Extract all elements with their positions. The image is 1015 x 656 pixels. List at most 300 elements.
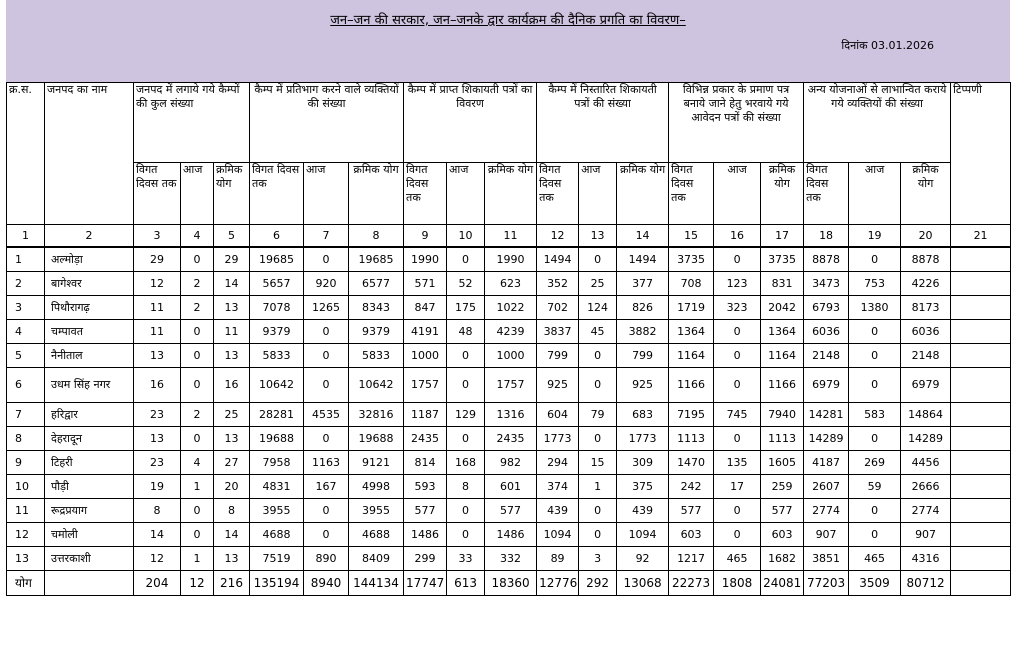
sub-today: आज: [579, 163, 617, 225]
value-cell: 52: [447, 271, 485, 295]
remarks-cell: [951, 402, 1011, 426]
value-cell: 32816: [349, 402, 404, 426]
value-cell: 7958: [250, 450, 304, 474]
header-participants: कैम्प में प्रतिभाग करने वाले व्यक्तियों की संख्या: [250, 83, 404, 163]
value-cell: 683: [617, 402, 669, 426]
remarks-cell: [951, 450, 1011, 474]
value-cell: 2774: [901, 498, 951, 522]
value-cell: 13: [134, 426, 181, 450]
value-cell: 603: [761, 522, 804, 546]
value-cell: 7940: [761, 402, 804, 426]
table-row: [7, 295, 1011, 319]
value-cell: 259: [761, 474, 804, 498]
total-value: 18360: [485, 570, 537, 595]
value-cell: 0: [181, 498, 214, 522]
value-cell: 603: [669, 522, 714, 546]
sub-cumulative: क्रमिक योग: [214, 163, 250, 225]
value-cell: 0: [714, 426, 761, 450]
value-cell: 242: [669, 474, 714, 498]
sub-today: आज: [714, 163, 761, 225]
value-cell: 25: [579, 271, 617, 295]
value-cell: 826: [617, 295, 669, 319]
value-cell: 1990: [404, 247, 447, 271]
value-cell: 0: [714, 522, 761, 546]
column-number: 20: [901, 225, 951, 248]
value-cell: 1486: [485, 522, 537, 546]
value-cell: 799: [537, 343, 579, 367]
value-cell: 0: [849, 426, 901, 450]
value-cell: 17: [714, 474, 761, 498]
value-cell: 1682: [761, 546, 804, 570]
value-cell: 0: [447, 426, 485, 450]
row-sn: 13: [7, 546, 45, 570]
value-cell: 1113: [761, 426, 804, 450]
value-cell: 925: [537, 367, 579, 402]
table-row: [7, 271, 1011, 295]
value-cell: 439: [537, 498, 579, 522]
value-cell: 925: [617, 367, 669, 402]
column-number: 12: [537, 225, 579, 248]
value-cell: 1022: [485, 295, 537, 319]
value-cell: 48: [447, 319, 485, 343]
value-cell: 29: [214, 247, 250, 271]
sub-today: आज: [304, 163, 349, 225]
value-cell: 2: [181, 402, 214, 426]
value-cell: 92: [617, 546, 669, 570]
value-cell: 0: [849, 247, 901, 271]
value-cell: 0: [181, 367, 214, 402]
sub-prev: विगत दिवस तक: [404, 163, 447, 225]
row-sn: 3: [7, 295, 45, 319]
value-cell: 4688: [349, 522, 404, 546]
value-cell: 14864: [901, 402, 951, 426]
value-cell: 4239: [485, 319, 537, 343]
column-number: 14: [617, 225, 669, 248]
value-cell: 0: [579, 367, 617, 402]
value-cell: 2: [181, 271, 214, 295]
value-cell: 377: [617, 271, 669, 295]
table-row: [7, 426, 1011, 450]
value-cell: 907: [901, 522, 951, 546]
column-number: 4: [181, 225, 214, 248]
row-sn: 7: [7, 402, 45, 426]
header-certificates: विभिन्न प्रकार के प्रमाण पत्र बनाये जाने हेतु भरवाये गये आवेदन पत्रों की संख्या: [669, 83, 804, 163]
district-name: पौड़ी: [45, 474, 134, 498]
row-sn: 12: [7, 522, 45, 546]
value-cell: 294: [537, 450, 579, 474]
remarks-cell: [951, 319, 1011, 343]
sub-cumulative: क्रमिक योग: [761, 163, 804, 225]
value-cell: 465: [849, 546, 901, 570]
value-cell: 0: [579, 247, 617, 271]
table-row: [7, 450, 1011, 474]
value-cell: 7519: [250, 546, 304, 570]
value-cell: 593: [404, 474, 447, 498]
value-cell: 577: [669, 498, 714, 522]
district-name: नैनीताल: [45, 343, 134, 367]
value-cell: 10642: [250, 367, 304, 402]
district-name: पिथौरागढ़: [45, 295, 134, 319]
value-cell: 1166: [669, 367, 714, 402]
value-cell: 601: [485, 474, 537, 498]
value-cell: 1486: [404, 522, 447, 546]
sub-today: आज: [849, 163, 901, 225]
sub-prev: विगत दिवस तक: [804, 163, 849, 225]
column-number: 2: [45, 225, 134, 248]
value-cell: 375: [617, 474, 669, 498]
value-cell: 14289: [804, 426, 849, 450]
value-cell: 3473: [804, 271, 849, 295]
remarks-cell: [951, 295, 1011, 319]
value-cell: 1164: [761, 343, 804, 367]
value-cell: 0: [304, 426, 349, 450]
value-cell: 1757: [404, 367, 447, 402]
value-cell: 1494: [537, 247, 579, 271]
value-cell: 2042: [761, 295, 804, 319]
value-cell: 0: [304, 367, 349, 402]
table-row: [7, 319, 1011, 343]
value-cell: 79: [579, 402, 617, 426]
value-cell: 8878: [901, 247, 951, 271]
value-cell: 12: [134, 546, 181, 570]
district-name: बागेश्वर: [45, 271, 134, 295]
report-header: [6, 0, 1010, 82]
value-cell: 3837: [537, 319, 579, 343]
value-cell: 3851: [804, 546, 849, 570]
column-number: 16: [714, 225, 761, 248]
value-cell: 13: [214, 343, 250, 367]
row-sn: 2: [7, 271, 45, 295]
value-cell: 0: [181, 247, 214, 271]
value-cell: 0: [714, 343, 761, 367]
value-cell: 465: [714, 546, 761, 570]
district-name: हरिद्वार: [45, 402, 134, 426]
remarks-cell: [951, 570, 1011, 595]
value-cell: 577: [485, 498, 537, 522]
value-cell: 13: [214, 295, 250, 319]
row-sn: 10: [7, 474, 45, 498]
value-cell: 2148: [804, 343, 849, 367]
district-name: रूद्रप्रयाग: [45, 498, 134, 522]
district-name: अल्मोड़ा: [45, 247, 134, 271]
value-cell: 5657: [250, 271, 304, 295]
value-cell: 3882: [617, 319, 669, 343]
header-complaints: कैम्प में प्राप्त शिकायती पत्रों का विवरण: [404, 83, 537, 163]
value-cell: 2607: [804, 474, 849, 498]
value-cell: 59: [849, 474, 901, 498]
row-sn: 5: [7, 343, 45, 367]
value-cell: 1: [181, 474, 214, 498]
column-number: 1: [7, 225, 45, 248]
value-cell: 745: [714, 402, 761, 426]
value-cell: 13: [214, 546, 250, 570]
value-cell: 1265: [304, 295, 349, 319]
value-cell: 4831: [250, 474, 304, 498]
value-cell: 0: [447, 367, 485, 402]
value-cell: 89: [537, 546, 579, 570]
value-cell: 0: [181, 426, 214, 450]
value-cell: 4226: [901, 271, 951, 295]
total-value: 204: [134, 570, 181, 595]
value-cell: 0: [304, 319, 349, 343]
value-cell: 19688: [250, 426, 304, 450]
value-cell: 814: [404, 450, 447, 474]
value-cell: 14: [134, 522, 181, 546]
total-value: 8940: [304, 570, 349, 595]
value-cell: 920: [304, 271, 349, 295]
value-cell: 11: [134, 295, 181, 319]
value-cell: 0: [714, 247, 761, 271]
value-cell: 4688: [250, 522, 304, 546]
value-cell: 1757: [485, 367, 537, 402]
header-resolved: कैम्प में निस्तारित शिकायती पत्रों की संख्या: [537, 83, 669, 163]
value-cell: 123: [714, 271, 761, 295]
value-cell: 2774: [804, 498, 849, 522]
remarks-cell: [951, 247, 1011, 271]
value-cell: 167: [304, 474, 349, 498]
value-cell: 13: [134, 343, 181, 367]
sub-cumulative: क्रमिक योग: [617, 163, 669, 225]
value-cell: 753: [849, 271, 901, 295]
total-value: 80712: [901, 570, 951, 595]
value-cell: 0: [181, 522, 214, 546]
value-cell: 9121: [349, 450, 404, 474]
value-cell: 15: [579, 450, 617, 474]
value-cell: 3955: [250, 498, 304, 522]
value-cell: 4456: [901, 450, 951, 474]
value-cell: 3: [579, 546, 617, 570]
value-cell: 8: [214, 498, 250, 522]
value-cell: 16: [134, 367, 181, 402]
value-cell: 323: [714, 295, 761, 319]
district-name: देहरादून: [45, 426, 134, 450]
value-cell: 23: [134, 450, 181, 474]
value-cell: 14281: [804, 402, 849, 426]
value-cell: 982: [485, 450, 537, 474]
value-cell: 577: [404, 498, 447, 522]
value-cell: 8409: [349, 546, 404, 570]
value-cell: 623: [485, 271, 537, 295]
district-name: चमोली: [45, 522, 134, 546]
sub-cumulative: क्रमिक योग: [349, 163, 404, 225]
column-number: 18: [804, 225, 849, 248]
value-cell: 0: [447, 498, 485, 522]
column-number: 8: [349, 225, 404, 248]
empty-cell: [45, 570, 134, 595]
value-cell: 3735: [761, 247, 804, 271]
sub-cumulative: क्रमिक योग: [485, 163, 537, 225]
value-cell: 11: [134, 319, 181, 343]
value-cell: 8343: [349, 295, 404, 319]
column-number: 3: [134, 225, 181, 248]
value-cell: 19685: [250, 247, 304, 271]
value-cell: 175: [447, 295, 485, 319]
total-value: 292: [579, 570, 617, 595]
table-row: [7, 247, 1011, 271]
value-cell: 847: [404, 295, 447, 319]
total-value: 613: [447, 570, 485, 595]
value-cell: 1000: [404, 343, 447, 367]
value-cell: 4998: [349, 474, 404, 498]
table-row: [7, 367, 1011, 402]
value-cell: 0: [304, 498, 349, 522]
header-sn: क्र.स.: [7, 83, 45, 225]
value-cell: 0: [447, 247, 485, 271]
value-cell: 571: [404, 271, 447, 295]
remarks-cell: [951, 474, 1011, 498]
value-cell: 8: [134, 498, 181, 522]
column-number: 10: [447, 225, 485, 248]
value-cell: 0: [849, 367, 901, 402]
district-name: चम्पावत: [45, 319, 134, 343]
district-name: उत्तरकाशी: [45, 546, 134, 570]
value-cell: 4191: [404, 319, 447, 343]
value-cell: 9379: [349, 319, 404, 343]
value-cell: 799: [617, 343, 669, 367]
sub-cumulative: क्रमिक योग: [901, 163, 951, 225]
sub-prev: विगत दिवस तक: [537, 163, 579, 225]
value-cell: 6577: [349, 271, 404, 295]
table-row: [7, 402, 1011, 426]
total-value: 144134: [349, 570, 404, 595]
table-row: [7, 546, 1011, 570]
column-number: 17: [761, 225, 804, 248]
value-cell: 1187: [404, 402, 447, 426]
value-cell: 332: [485, 546, 537, 570]
total-value: 22273: [669, 570, 714, 595]
value-cell: 13: [214, 426, 250, 450]
value-cell: 1000: [485, 343, 537, 367]
value-cell: 439: [617, 498, 669, 522]
value-cell: 890: [304, 546, 349, 570]
district-name: उधम सिंह नगर: [45, 367, 134, 402]
value-cell: 6036: [901, 319, 951, 343]
column-number: 21: [951, 225, 1011, 248]
remarks-cell: [951, 522, 1011, 546]
value-cell: 129: [447, 402, 485, 426]
row-sn: 8: [7, 426, 45, 450]
value-cell: 2435: [404, 426, 447, 450]
column-number: 6: [250, 225, 304, 248]
value-cell: 14: [214, 522, 250, 546]
value-cell: 0: [447, 522, 485, 546]
value-cell: 14289: [901, 426, 951, 450]
value-cell: 20: [214, 474, 250, 498]
table-row: [7, 522, 1011, 546]
row-sn: 11: [7, 498, 45, 522]
value-cell: 19688: [349, 426, 404, 450]
value-cell: 907: [804, 522, 849, 546]
column-number: 5: [214, 225, 250, 248]
value-cell: 9379: [250, 319, 304, 343]
value-cell: 1605: [761, 450, 804, 474]
value-cell: 708: [669, 271, 714, 295]
value-cell: 25: [214, 402, 250, 426]
value-cell: 352: [537, 271, 579, 295]
value-cell: 299: [404, 546, 447, 570]
table-row: [7, 343, 1011, 367]
value-cell: 8: [447, 474, 485, 498]
value-cell: 1094: [617, 522, 669, 546]
remarks-cell: [951, 546, 1011, 570]
value-cell: 5833: [349, 343, 404, 367]
value-cell: 5833: [250, 343, 304, 367]
value-cell: 45: [579, 319, 617, 343]
value-cell: 135: [714, 450, 761, 474]
value-cell: 1773: [617, 426, 669, 450]
value-cell: 0: [849, 343, 901, 367]
value-cell: 1364: [669, 319, 714, 343]
value-cell: 27: [214, 450, 250, 474]
value-cell: 0: [579, 498, 617, 522]
total-value: 77203: [804, 570, 849, 595]
value-cell: 168: [447, 450, 485, 474]
value-cell: 3735: [669, 247, 714, 271]
value-cell: 3955: [349, 498, 404, 522]
remarks-cell: [951, 426, 1011, 450]
value-cell: 269: [849, 450, 901, 474]
value-cell: 0: [849, 522, 901, 546]
table-body: [7, 225, 1011, 596]
value-cell: 2666: [901, 474, 951, 498]
column-number: 9: [404, 225, 447, 248]
value-cell: 124: [579, 295, 617, 319]
value-cell: 28281: [250, 402, 304, 426]
row-sn: 6: [7, 367, 45, 402]
value-cell: 0: [579, 522, 617, 546]
sub-prev: विगत दिवस तक: [669, 163, 714, 225]
value-cell: 11: [214, 319, 250, 343]
value-cell: 29: [134, 247, 181, 271]
column-number: 13: [579, 225, 617, 248]
value-cell: 0: [304, 522, 349, 546]
value-cell: 1113: [669, 426, 714, 450]
column-number: 11: [485, 225, 537, 248]
total-value: 24081: [761, 570, 804, 595]
value-cell: 33: [447, 546, 485, 570]
value-cell: 1719: [669, 295, 714, 319]
total-value: 216: [214, 570, 250, 595]
value-cell: 2148: [901, 343, 951, 367]
value-cell: 10642: [349, 367, 404, 402]
row-sn: 4: [7, 319, 45, 343]
total-value: 17747: [404, 570, 447, 595]
table-row: [7, 474, 1011, 498]
column-number: 19: [849, 225, 901, 248]
sub-today: आज: [181, 163, 214, 225]
value-cell: 1470: [669, 450, 714, 474]
value-cell: 583: [849, 402, 901, 426]
remarks-cell: [951, 271, 1011, 295]
row-sn: 1: [7, 247, 45, 271]
value-cell: 6979: [804, 367, 849, 402]
value-cell: 7078: [250, 295, 304, 319]
value-cell: 0: [714, 367, 761, 402]
value-cell: 831: [761, 271, 804, 295]
column-number-row: [7, 225, 1011, 248]
value-cell: 4316: [901, 546, 951, 570]
value-cell: 0: [304, 343, 349, 367]
value-cell: 1: [181, 546, 214, 570]
value-cell: 1217: [669, 546, 714, 570]
district-name: टिहरी: [45, 450, 134, 474]
row-sn: 9: [7, 450, 45, 474]
total-value: 13068: [617, 570, 669, 595]
remarks-cell: [951, 498, 1011, 522]
value-cell: 0: [304, 247, 349, 271]
value-cell: 702: [537, 295, 579, 319]
value-cell: 1380: [849, 295, 901, 319]
